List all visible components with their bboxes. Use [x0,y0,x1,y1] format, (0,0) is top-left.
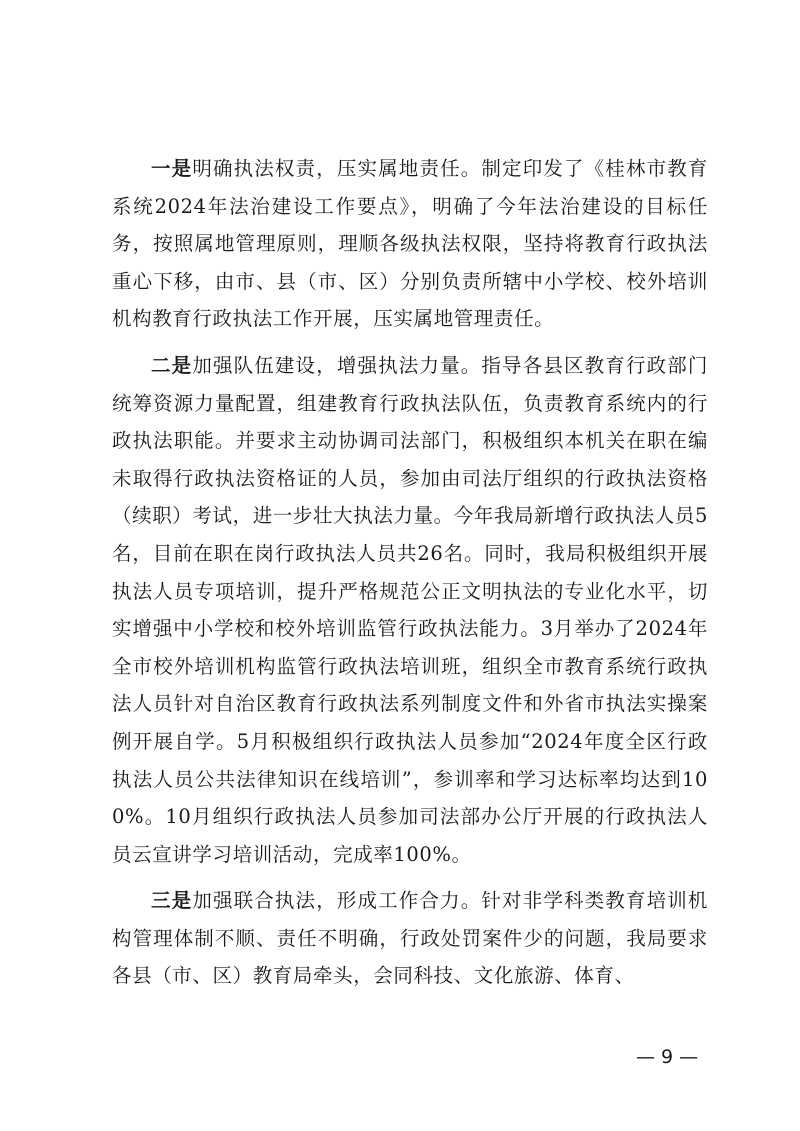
paragraph-1 [112,150,708,338]
paragraph-3 [112,882,708,995]
paragraph-3-lead: 三是 [151,889,193,913]
paragraph-2-lead: 二是 [151,353,193,377]
paragraph-2 [112,347,708,873]
document-body [112,150,708,1004]
page-number: — 9 — [636,1046,699,1068]
paragraph-1-lead: 一是 [151,157,193,180]
paragraph-3-text: 加强联合执法，形成工作合力。针对非学科类教育培训机构管理体制不顺、责任不明确，行政处罚案件少的问题，我局要求各县（市、区）教育局牵头，会同科技、文化旅游、体育、 [112,889,708,988]
paragraph-2-text: 加强队伍建设，增强执法力量。指导各县区教育行政部门统筹资源力量配置，组建教育行政执法队伍，负责教育系统内的行政执法职能。并要求主动协调司法部门，积极组织本机关在职在编未取得行政执法资格证的人员，参加由司法厅组织的行政执法资格（续职）考试，进一步壮大执法力量。今年我局新增行政执法人员5名，目前在职在岗行政执法人员共26名。同时，我局积极组织开展执法人员专项培训，提升严格规范公正文明执法的专业化水平，切实增强中小学校和校外培训监管行政执法能力。3月举办了2024年全市校外培训机构监管行政执法培训班，组织全市教育系统行政执法人员针对自治区教育行政执法系列制度文件和外省市执法实操案例开展自学。5月积极组织行政执法人员参加“2024年度全区行政执法人员公共法律知识在线培训”，参训率和学习达标率均达到100%。10月组织行政执法人员参加司法部办公厅开展的行政执法人员云宣讲学习培训活动，完成率100%。 [112,353,708,866]
paragraph-1-text: 明确执法权责，压实属地责任。制定印发了《桂林市教育系统2024年法治建设工作要点》，明确了今年法治建设的目标任务，按照属地管理原则，理顺各级执法权限，坚持将教育行政执法重心下移，由市、县（市、区）分别负责所辖中小学校、校外培训机构教育行政执法工作开展，压实属地管理责任。 [112,157,708,331]
